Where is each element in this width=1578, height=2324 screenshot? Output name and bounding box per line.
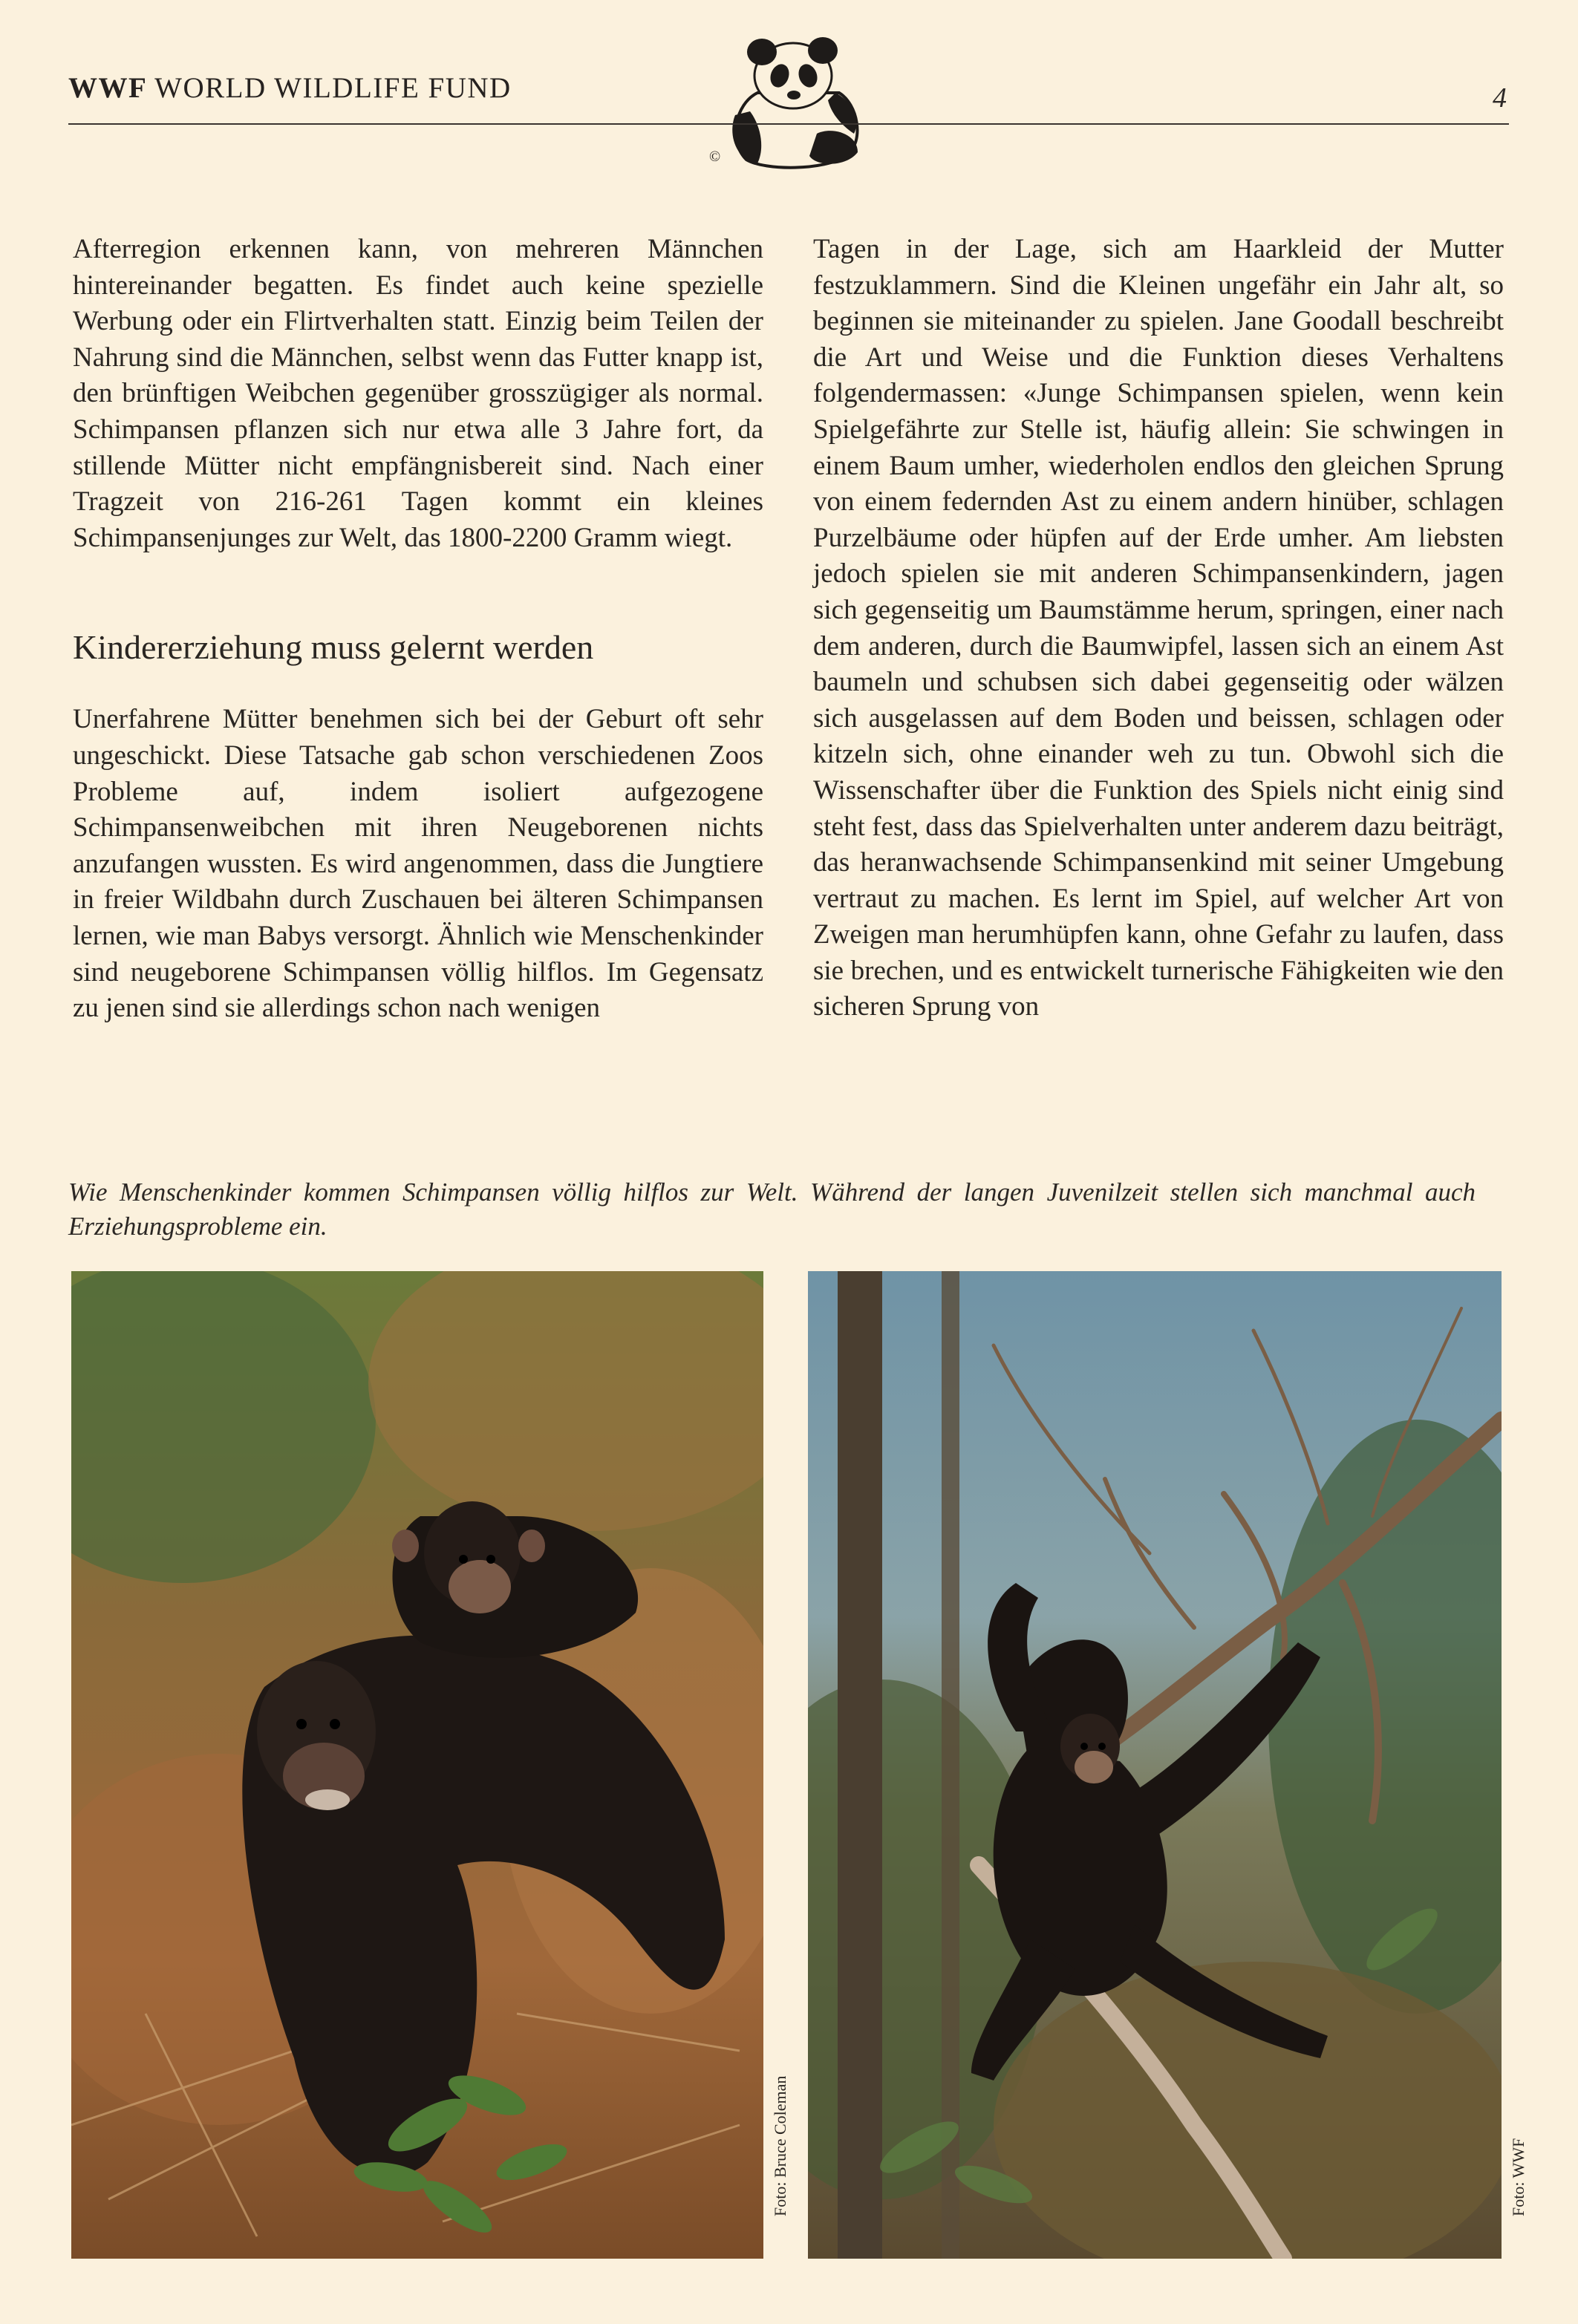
header-divider [68,123,1509,125]
left-text-column [73,232,763,1027]
header-title [68,71,512,105]
photo-credit-right: Foto: WWF [1509,2138,1528,2216]
photo-caption: Wie Menschenkinder kommen Schimpansen völlig hilflos zur Welt. Während der langen Juvenilzeit stellen sich manchmal auch Erziehungsprobleme ein. [68,1178,1476,1241]
body-paragraph: Afterregion erkennen kann, von mehreren Männchen hintereinander begatten. Es findet auch keine spezielle Werbung oder ein Flirtverhalten statt. Einzig beim Teilen der Nahrung sind die Männchen, selbst wenn das Futter knapp ist, den brünftigen Weibchen gegenüber grosszügiger als normal. Schimpansen pflanzen sich nur etwa alle 3 Jahre fort, da stillende Mütter nicht empfängnisbereit sind. Nach einer Tragzeit von 216-261 Tagen kommt ein kleines Schimpansenjunges zur Welt, das 1800-2200 Gramm wiegt. [73,234,763,553]
header-org-name: WORLD WILDLIFE FUND [154,72,512,104]
section-heading: Kindererziehung muss gelernt werden [73,628,594,667]
body-paragraph: Tagen in der Lage, sich am Haarkleid der Mutter festzuklammern. Sind die Kleinen ungefähr ein Jahr alt, so beginnen sie miteinander zu spielen. Jane Goodall beschreibt die Art und Weise und die Funktion dieses Verhaltens folgendermassen: «Junge Schimpansen spielen, wenn kein Spielgefährte zur Stelle ist, häufig allein: Sie schwingen in einem Baum umher, wiederholen endlos den gleichen Sprung von einem federnden Ast zu einem andern hinüber, schlagen Purzelbäume oder hüpfen auf der Erde umher. Am liebsten jedoch spielen sie mit anderen Schimpansenkindern, jagen sich gegenseitig um Baumstämme herum, springen, einer nach dem anderen, durch die Baumwipfel, lassen sich an einem Ast baumeln und schubsen sich dabei gegenseitig oder wälzen sich ausgelassen auf dem Boden und beissen, schlagen oder kitzeln sich, ohne einander weh zu tun. Obwohl sich die Wissenschafter über die Funktion des Spiels nicht einig sind steht fest, dass das Spielverhalten unter anderem dazu beiträgt, das heranwachsende Schimpansenkind mit seiner Umgebung vertraut zu machen. Es lernt im Spiel, auf welcher Art von Zweigen man herumhüpfen kann, ohne Gefahr zu laufen, dass sie brechen, und es entwickelt turnerische Fähigkeiten wie den sicheren Sprung von [813,234,1504,1022]
photo-credit-left: Foto: Bruce Coleman [771,2075,789,2216]
right-text-column [813,232,1504,1025]
wwf-panda-logo [705,22,876,171]
copyright-mark: © [709,148,721,165]
photo-young-chimp-in-tree [808,1271,1502,2259]
body-paragraph: Unerfahrene Mütter benehmen sich bei der Geburt oft sehr ungeschickt. Diese Tatsache gab schon verschiedenen Zoos Probleme auf, indem isoliert aufgezogene Schimpansenweibchen mit ihren Neugeborenen nichts anzufangen wussten. Es wird angenommen, dass die Jungtiere in freier Wildbahn durch Zuschauen bei älteren Schimpansen lernen, wie man Babys versorgt. Ähnlich wie Menschenkinder sind neugeborene Schimpansen völlig hilflos. Im Gegensatz zu jenen sind sie allerdings schon nach wenigen [73,704,763,1024]
header-org-abbrev: WWF [68,72,146,104]
photo-chimp-mother-with-young [71,1271,763,2259]
page-number: 4 [1493,82,1507,114]
